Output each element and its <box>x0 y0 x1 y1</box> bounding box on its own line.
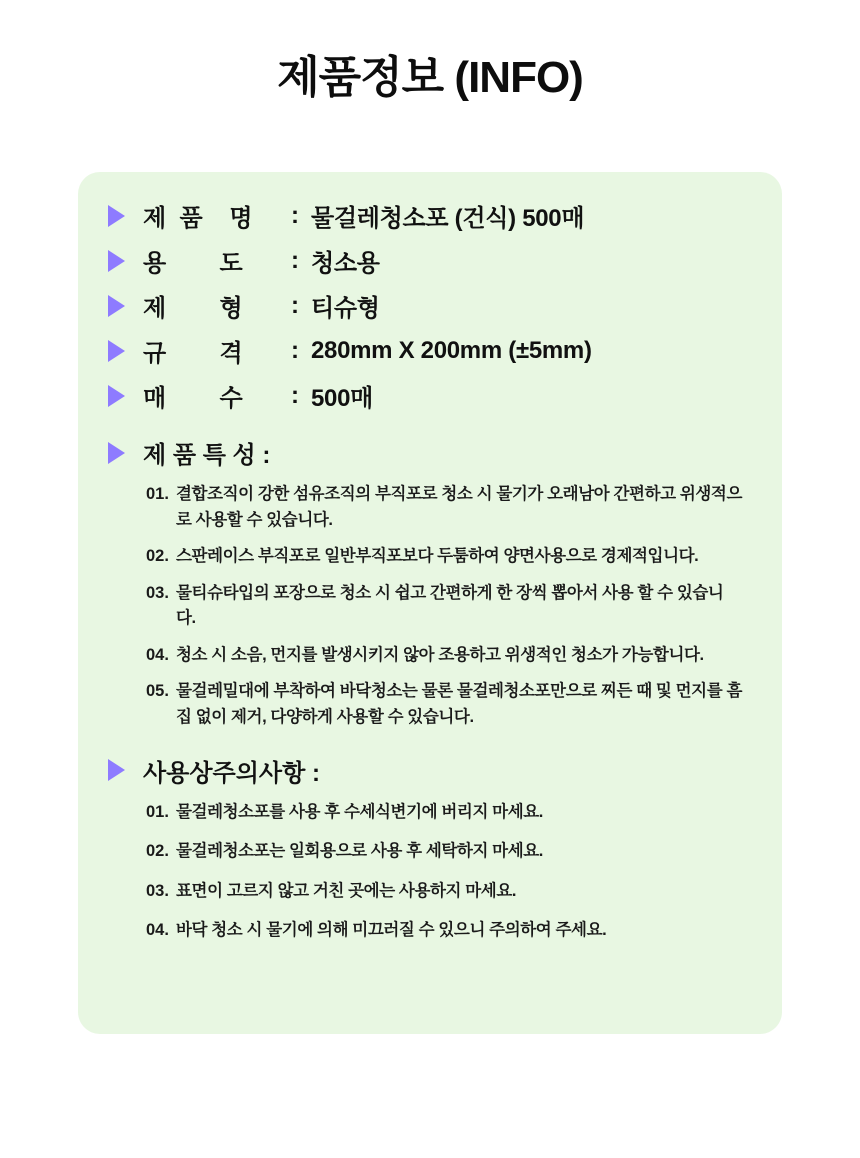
spec-colon: : <box>291 201 299 229</box>
spec-label: 용 도 <box>143 250 243 277</box>
list-item <box>146 879 742 905</box>
spec-colon: : <box>291 336 299 364</box>
list-item-index: 03. <box>146 583 169 602</box>
page-title: 제품정보 (INFO) <box>277 53 583 102</box>
features-heading <box>108 435 752 470</box>
spec-colon: : <box>291 291 299 319</box>
list-item-text: 스판레이스 부직포로 일반부직포보다 두툼하여 양면사용으로 경제적입니다. <box>176 547 699 566</box>
list-item <box>146 800 742 826</box>
list-item <box>146 839 742 865</box>
triangle-bullet-icon <box>108 340 125 362</box>
list-item-text: 물걸레밀대에 부착하여 바닥청소는 물론 물걸레청소포만으로 찌든 때 및 먼지를 흠집 없이 제거, 다양하게 사용할 수 있습니다. <box>176 682 742 726</box>
list-item <box>146 482 742 533</box>
triangle-bullet-icon <box>108 759 125 781</box>
list-item-text: 물티슈타입의 포장으로 청소 시 쉽고 간편하게 한 장씩 뽑아서 사용 할 수 있습니다. <box>176 583 724 628</box>
spec-value: 280mm X 200mm (±5mm) <box>311 336 592 364</box>
list-item <box>146 918 742 944</box>
list-item-index: 03. <box>146 881 169 900</box>
list-item-text: 결합조직이 강한 섬유조직의 부직포로 청소 시 물기가 오래남아 간편하고 위생적으로 사용할 수 있습니다. <box>176 485 742 529</box>
spec-label: 매 수 <box>143 385 243 412</box>
features-list <box>108 482 752 731</box>
list-item <box>146 679 742 730</box>
spec-row <box>108 198 752 233</box>
features-heading-label: 제 품 특 성 : <box>143 442 271 469</box>
spec-colon: : <box>291 246 299 274</box>
spec-row <box>108 288 752 323</box>
cautions-heading-label: 사용상주의사항 : <box>143 759 320 787</box>
cautions-list <box>108 800 752 944</box>
list-item-text: 바닥 청소 시 물기에 의해 미끄러질 수 있으니 주의하여 주세요. <box>176 921 607 940</box>
info-card <box>78 172 782 1034</box>
spec-colon: : <box>291 381 299 409</box>
triangle-bullet-icon <box>108 295 125 317</box>
spec-label: 제 품 명 <box>143 205 253 232</box>
list-item-index: 05. <box>146 682 169 701</box>
spec-value: 티슈형 <box>311 295 380 322</box>
list-item-text: 청소 시 소음, 먼지를 발생시키지 않아 조용하고 위생적인 청소가 가능합니다. <box>176 645 704 664</box>
spec-label: 규 격 <box>143 340 243 367</box>
triangle-bullet-icon <box>108 250 125 272</box>
spec-row <box>108 333 752 368</box>
list-item <box>146 581 742 632</box>
spec-value: 청소용 <box>311 250 380 277</box>
list-item-text: 표면이 고르지 않고 거친 곳에는 사용하지 마세요. <box>176 881 517 900</box>
list-item-index: 04. <box>146 645 169 664</box>
cautions-heading <box>108 753 752 788</box>
triangle-bullet-icon <box>108 205 125 227</box>
spec-value: 물걸레청소포 (건식) 500매 <box>311 205 585 232</box>
spec-row <box>108 378 752 413</box>
list-item-index: 01. <box>146 485 169 503</box>
list-item <box>146 643 742 669</box>
list-item-index: 01. <box>146 802 169 821</box>
list-item-text: 물걸레청소포를 사용 후 수세식변기에 버리지 마세요. <box>176 802 543 821</box>
list-item-index: 02. <box>146 547 169 566</box>
list-item <box>146 544 742 570</box>
list-item-index: 02. <box>146 842 169 861</box>
triangle-bullet-icon <box>108 442 125 464</box>
list-item-text: 물걸레청소포는 일회용으로 사용 후 세탁하지 마세요. <box>176 842 543 861</box>
spec-row <box>108 243 752 278</box>
list-item-index: 04. <box>146 921 169 940</box>
spec-label: 제 형 <box>143 295 243 322</box>
triangle-bullet-icon <box>108 385 125 407</box>
spec-value: 500매 <box>311 385 374 412</box>
